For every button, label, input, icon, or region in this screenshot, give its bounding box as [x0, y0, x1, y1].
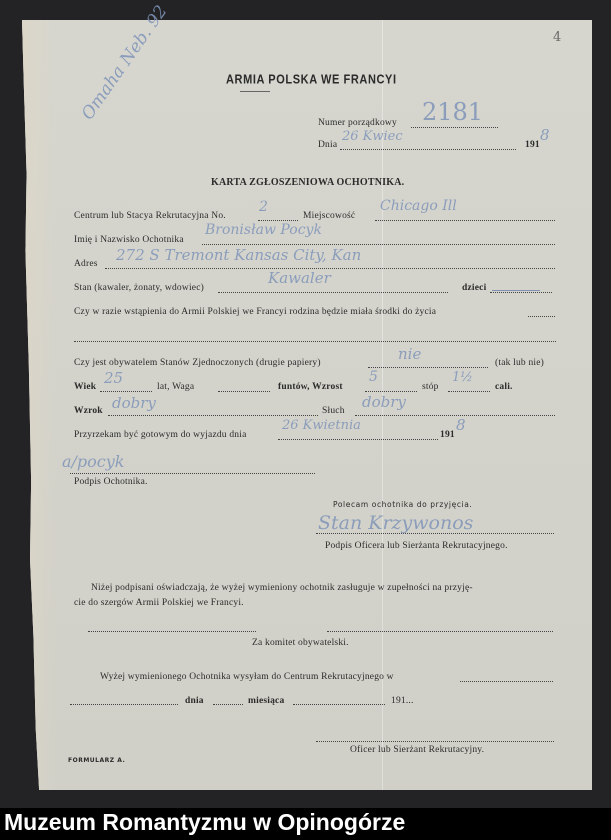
- dnia-value: 26 Kwiec: [342, 129, 403, 144]
- year-prefix: 191: [525, 140, 540, 150]
- centrum-value: 2: [259, 199, 268, 215]
- dispatch-city-line: [460, 681, 553, 682]
- imie-line: [202, 244, 555, 245]
- stan-line: [218, 292, 448, 293]
- form-title: KARTA ZGŁOSZENIOWA OCHOTNIKA.: [211, 177, 405, 188]
- wzrost-line: [365, 391, 417, 392]
- dnia-line: [340, 149, 516, 150]
- ochotnik-signature-line: [70, 473, 315, 474]
- ochotnik-signature: a/pocyk: [62, 452, 125, 471]
- year-value: 8: [540, 126, 550, 144]
- lat-label: lat, Waga: [157, 382, 195, 392]
- museum-caption-bar: [0, 808, 611, 840]
- dzieci-label: dzieci: [462, 283, 487, 293]
- cali-line: [448, 391, 490, 392]
- dispatch-dnia-label: dnia: [185, 696, 204, 706]
- adres-value: 272 S Tremont Kansas City, Kan: [116, 246, 362, 264]
- obywatel-line: [368, 367, 488, 368]
- obywatel-label: Czy jest obywatelem Stanów Zjednoczonych (drugie papiery): [74, 358, 321, 368]
- form-code: FORMULARZ A.: [68, 757, 126, 764]
- komitet-line-2: [327, 631, 553, 632]
- dispatch-miesiaca-label: miesiąca: [248, 696, 285, 706]
- numer-value: 2181: [422, 98, 484, 126]
- adres-label: Adres: [74, 259, 98, 269]
- wyjazd-value: 26 Kwietnia: [282, 418, 361, 433]
- dzieci-line: [490, 292, 552, 293]
- numer-line: [411, 127, 498, 128]
- funtow-text: funtów, Wzrost: [278, 382, 343, 392]
- cali-label: cali.: [495, 382, 513, 392]
- stop-label: stóp: [422, 382, 439, 392]
- rodzina-line-1: [528, 316, 555, 317]
- title-underline: [240, 91, 270, 92]
- miejscowosc-label: Miejscowość: [303, 211, 356, 221]
- handwritten-annotation: Omaha Neb. 92: [77, 1, 172, 124]
- wiek-label: Wiek: [74, 382, 97, 392]
- imie-value: Bronisław Pocyk: [205, 222, 322, 238]
- page-number: 4: [553, 30, 562, 45]
- polecam-label: Polecam ochotnika do przyjęcia.: [333, 500, 473, 509]
- dispatch-place-line: [70, 704, 178, 705]
- stan-label: Stan (kawaler, żonaty, wdowiec): [74, 283, 204, 293]
- wzrok-value: dobry: [112, 394, 156, 412]
- wzrost-value: 5: [369, 369, 378, 385]
- museum-caption: Muzeum Romantyzmu w Opinogórze: [4, 809, 406, 835]
- page-title: ARMIA POLSKA WE FRANCYI: [226, 73, 397, 87]
- funtow-label: [278, 382, 343, 392]
- wzrok-line: [108, 415, 318, 416]
- waga-line: [218, 391, 270, 392]
- dispatch-year-label: 191...: [391, 696, 414, 706]
- wyjazd-label: Przyrzekam być gotowym do wyjazdu dnia: [74, 430, 247, 440]
- declaration-line-1: Niżej podpisani oświadczają, że wyżej wymieniony ochotnik zasługuje w zupełności na przyję-: [91, 583, 473, 593]
- oficer-signature: Stan Krzywonos: [318, 512, 474, 534]
- wzrok-label: Wzrok: [74, 406, 103, 416]
- komitet-line-1: [88, 631, 256, 632]
- sluch-label: Słuch: [322, 406, 345, 416]
- dispatch-day-line: [213, 704, 243, 705]
- obywatel-hint: (tak lub nie): [495, 358, 545, 368]
- wyjazd-line: [278, 439, 438, 440]
- dzieci-dash: [492, 290, 540, 291]
- miejscowosc-line: [375, 220, 555, 221]
- dnia-label: Dnia: [318, 140, 338, 150]
- sluch-line: [355, 415, 555, 416]
- declaration-line-2: cie do szergów Armii Polskiej we Francyi.: [74, 598, 244, 608]
- signer-label: Oficer lub Sierżant Rekrutacyjny.: [350, 745, 485, 755]
- wyjazd-year-prefix: 191: [440, 430, 455, 440]
- obywatel-value: nie: [398, 345, 422, 363]
- wyjazd-year-value: 8: [456, 416, 466, 434]
- rodzina-label: Czy w razie wstąpienia do Armii Polskiej we Francyi rodzina będzie miała środki do życia: [74, 307, 437, 317]
- numer-label: Numer porządkowy: [318, 118, 397, 128]
- stan-value: Kawaler: [268, 269, 331, 287]
- dispatch-line: Wyżej wymienionego Ochotnika wysyłam do Centrum Rekrutacyjnego w: [100, 672, 394, 682]
- cali-value: 1½: [452, 370, 473, 385]
- wiek-line: [100, 391, 152, 392]
- komitet-label: Za komitet obywatelski.: [252, 638, 349, 648]
- imie-label: Imię i Nazwisko Ochotnika: [74, 235, 184, 245]
- centrum-line: [258, 220, 298, 221]
- centrum-label: Centrum lub Stacya Rekrutacyjna No.: [74, 211, 226, 221]
- rodzina-line-2: [74, 341, 556, 342]
- sluch-value: dobry: [362, 393, 406, 411]
- miejscowosc-value: Chicago Ill: [380, 198, 457, 214]
- wiek-value: 25: [104, 369, 124, 387]
- dispatch-month-line: [293, 704, 385, 705]
- signer-line: [316, 741, 554, 742]
- oficer-signature-label: Podpis Oficera lub Sierżanta Rekrutacyjnego.: [325, 541, 508, 551]
- ochotnik-signature-label: Podpis Ochotnika.: [74, 477, 148, 487]
